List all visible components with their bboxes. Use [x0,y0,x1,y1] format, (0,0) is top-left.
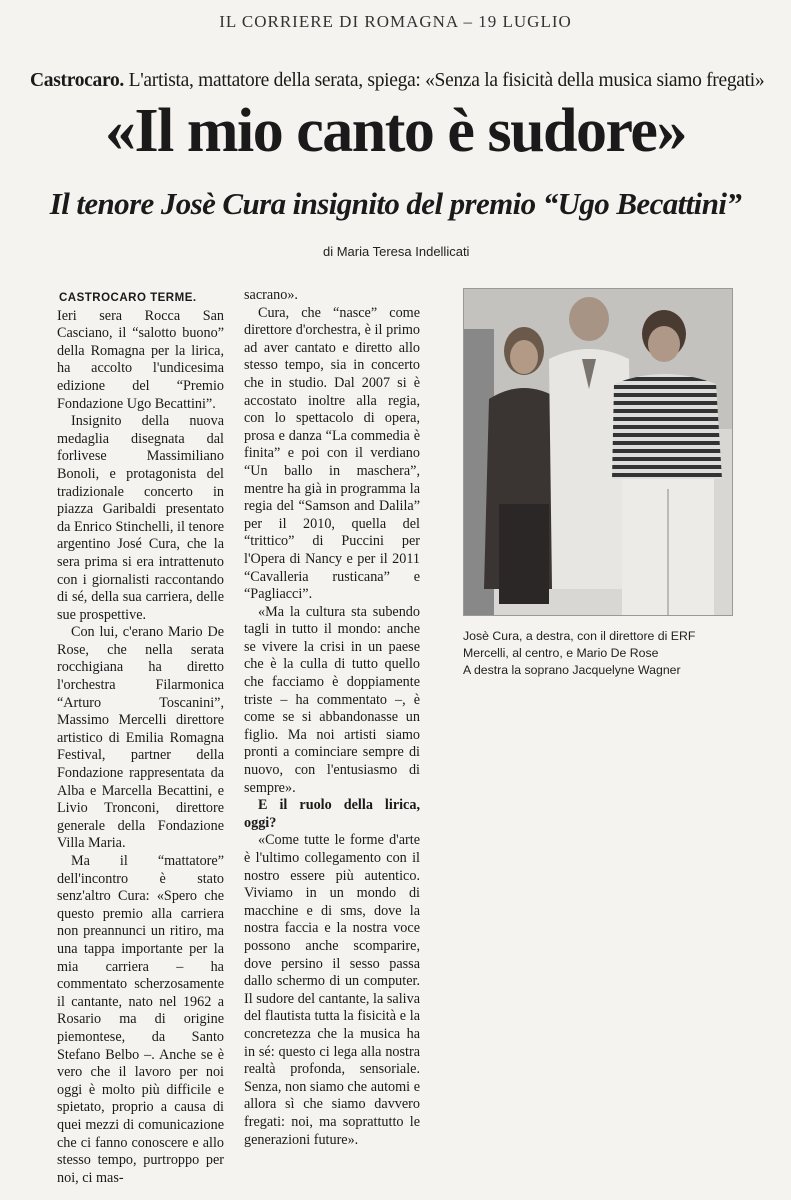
article-paragraph: «Come tutte le forme d'arte è l'ultimo collegamento con il nostro essere più autentico. Viviamo in un mondo di macchine e di sms, dove la nostra faccia e la nostra voce possono anche scomparire, dove persino il sesso passa dallo schermo di un computer. Il sudore del cantante, la saliva del flautista tutta la fisicità e la concretezza che la musica ha in sé: questo ci lega alla nostra realtà profonda, sensoriale. Senza, non siamo che automi e allora sì che siamo davvero fregati: noi, ma soprattutto le generazioni future». [244,832,420,1148]
photo-illustration [464,289,732,615]
caption-line: Josè Cura, a destra, con il direttore di ERF [463,629,696,643]
article-paragraph: Cura, che “nasce” come direttore d'orchestra, è il primo ad aver cantato e diretto allo stesso tempo, sia in concerto che in studio. Dal 2007 si è accostato inoltre alla regia, con lo spettacolo di opera, prosa e danza “La commedia è finita” e poi con il verdiano “Un ballo in maschera”, mentre ha già in programma la regia del “Samson and Dalila” per il 2010, quella del “trittico” di Puccini per l'Opera di Nancy e per il 2011 “Cavalleria rusticana” e “Pagliacci”. [244,304,420,603]
caption-line: A destra la soprano Jacquelyne Wagner [463,663,681,677]
article-paragraph: «Ma la cultura sta subendo tagli in tutto il mondo: anche se vivere la crisi in un paese che è la culla di tutto quello che facciamo è doppiamente triste – ha commentato –, è come se si abbandonasse un figlio. Ma noi artisti siamo pronti a cominciare sempre di nuovo, con l'entusiasmo di sempre». [244,603,420,796]
kicker-text: L'artista, mattatore della serata, spiega: «Senza la fisicità della musica siamo fregati» [124,70,765,91]
paragraph-text: Ieri sera Rocca San Casciano, il “salotto buono” della Romagna per la lirica, ha accolto l'undicesima edizione del “Premio Fondazione Ugo Becattini”. [57,307,224,412]
article-paragraph: Con lui, c'erano Mario De Rose, che nella serata rocchigiana ha diretto l'orchestra Filarmonica “Arturo Toscanini”, Massimo Mercelli direttore artistico di Emilia Romagna Festival, partner della Fondazione rappresentata da Alba e Marcella Becattini, e Livio Tronconi, direttore generale della Fondazione Villa Maria. [57,624,224,852]
byline: di Maria Teresa Indellicati [323,244,470,259]
headline: «Il mio canto è sudore» [105,97,686,165]
article-paragraph: sacrano». [244,287,298,303]
subheadline: Il tenore Josè Cura insignito del premio “Ugo Becattini” [49,186,742,221]
article-paragraph: Ma il “mattatore” dell'incontro è stato senz'altro Cura: «Spero che questo premio alla carriera non preannunci un ritiro, ma una tappa importante per la mia carriera – ha commentato scherzosamente il cantante, nato nel 1962 a Rosario ma di origine piemontese, da Santo Stefano Belbo –. Anche se è vero che il lavoro per noi oggi è molto più difficile e spietato, proprio a causa di quei mezzi di comunicazione che ci fanno conoscere e allo stesso tempo, purtroppo per noi, ci mas- [57,853,224,1186]
newspaper-header: IL CORRIERE DI ROMAGNA – 19 LUGLIO [219,12,572,31]
article-column-1 [57,290,224,1187]
photo-caption [463,628,753,679]
article-photo [463,288,733,616]
dateline: CASTROCARO TERME. [59,292,197,304]
caption-line: Mercelli, al centro, e Mario De Rose [463,646,659,660]
kicker-place: Castrocaro. [30,70,125,91]
interview-question: E il ruolo della lirica, oggi? [244,797,420,831]
article-paragraph [57,290,224,413]
kicker [30,70,770,92]
article-column-2 [244,287,420,1149]
article-paragraph: Insignito della nuova medaglia disegnata dal forlivese Massimiliano Bonoli, e protagonista del tradizionale concerto in piazza Garibaldi presentato da Enrico Stinchelli, il tenore argentino José Cura, che la sera prima si era intrattenuto con i giornalisti raccontando di sé, della sua carriera, delle sue prospettive. [57,413,224,623]
